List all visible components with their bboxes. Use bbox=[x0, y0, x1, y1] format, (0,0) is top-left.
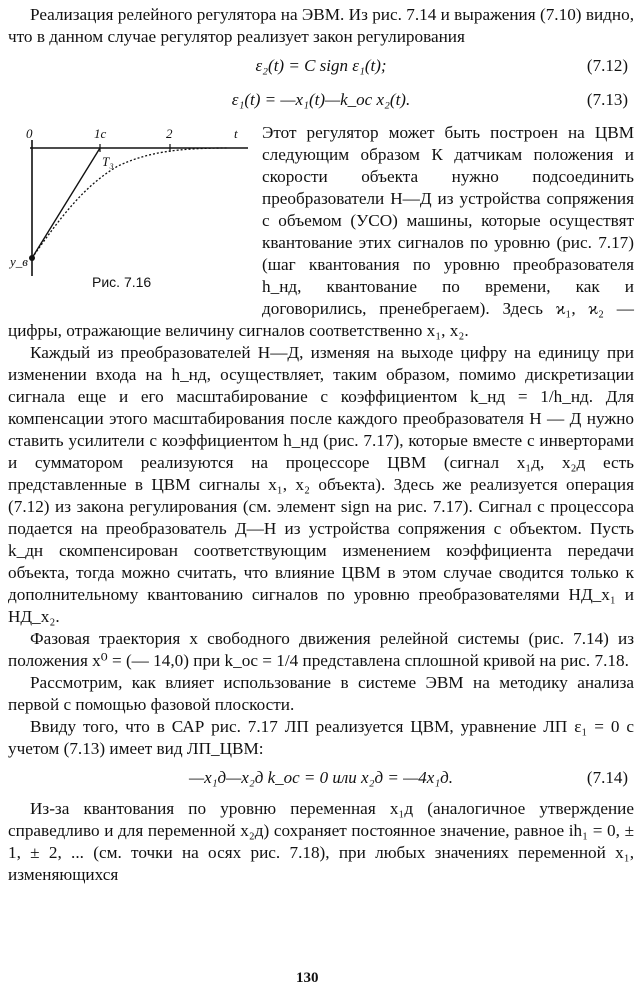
t3-label: T₃ bbox=[102, 154, 114, 169]
equation-7-12 bbox=[8, 54, 634, 78]
equation-formula: ε₂(t) = C sign ε₁(t); bbox=[255, 56, 387, 75]
tick2-label: 2 bbox=[166, 126, 173, 141]
yv-label: y_в bbox=[10, 254, 28, 269]
page bbox=[8, 4, 634, 886]
equation-formula: —x₁д—x₂д k_oc = 0 или x₂д = —4x₁д. bbox=[188, 768, 453, 787]
paragraph-1: Этот регулятор может быть построен на ЦВМ следующим образом К датчикам положения и скорости объекта нужно подсоединить преобразователи Н—Д из устройства сопряжения с объемом (УСО) машины, которые осуществят квантование этих сигналов по уровню (рис. 7.17) (шаг квантования по уровню преобразователя h_нд, квантование по времени, как и договорились, пренебрегаем). Здесь ϰ₁, ϰ₂ — цифры, отражающие величину сигналов соответственно x₁, x₂. bbox=[8, 123, 634, 340]
paragraph-6: Из-за квантования по уровню переменная x₁д (аналогичное утверждение справедливо и для переменной x₂д) сохраняет постоянное значение, равное ih₁ = 0, ± 1, ± 2, ... (см. точки на осях рис. 7.18), при любых значениях переменной x₁, изменяющихся bbox=[8, 799, 634, 884]
page-number: 130 bbox=[296, 970, 319, 986]
figure-caption: Рис. 7.16 bbox=[92, 274, 152, 290]
equation-number: (7.13) bbox=[586, 90, 628, 109]
equation-7-14 bbox=[8, 766, 634, 790]
paragraph-4: Рассмотрим, как влияет использование в системе ЭВМ на методику анализа первой с помощью фазовой плоскости. bbox=[8, 673, 634, 714]
tick1-label: 1c bbox=[94, 126, 107, 141]
equation-number: (7.12) bbox=[586, 56, 628, 75]
paragraph-2: Каждый из преобразователей Н—Д, изменяя на выходе цифру на единицу при изменении входа на h_нд, осуществляет, таким образом, помимо дискретизации сигнала еще и его масштабирование с коэффициентом k_нд = 1/h_нд. Для компенсации этого масштабирования после каждого преобразователя Н — Д нужно ставить усилители с коэффициентом h_нд (рис. 7.17), которые вместе с инверторами и сумматором реализуются на процессоре ЦВМ (сигнал x₁д, x₂д есть представленные в ЦВМ сигналы x₁, x₂ объекта). Здесь же реализуется операция (7.12) из закона регулирования (см. элемент sign на рис. 7.17). Сигнал с процессора подается на преобразователь Д—Н из устройства сопряжения с объектом. Пусть k_дн скомпенсирован соответствующим изменением коэффициента передачи объекта, тогда можно считать, что влияние ЦВМ в этом случае сводится только к дополнительному квантованию сигналов по уровню преобразователями НД_x₁ и НД_x₂. bbox=[8, 343, 634, 626]
figure-7-16 bbox=[8, 126, 256, 316]
equation-formula: ε₁(t) = —x₁(t)—k_oc x₂(t). bbox=[231, 90, 411, 109]
t-axis-label: t bbox=[234, 126, 238, 141]
equation-number: (7.14) bbox=[586, 768, 628, 787]
origin-label: 0 bbox=[26, 126, 33, 141]
paragraph-5: Ввиду того, что в САР рис. 7.17 ЛП реализуется ЦВМ, уравнение ЛП ε₁ = 0 с учетом (7.13) имеет вид ЛП_ЦВМ: bbox=[8, 717, 634, 758]
intro-paragraph: Реализация релейного регулятора на ЭВМ. Из рис. 7.14 и выражения (7.10) видно, что в данном случае регулятор реализует закон регулирования bbox=[8, 5, 634, 46]
equation-7-13 bbox=[8, 88, 634, 112]
paragraph-3: Фазовая траектория x свободного движения релейной системы (рис. 7.14) из положения x⁰ = (— 14,0) при k_oc = 1/4 представлена сплошной кривой на рис. 7.18. bbox=[8, 629, 634, 670]
